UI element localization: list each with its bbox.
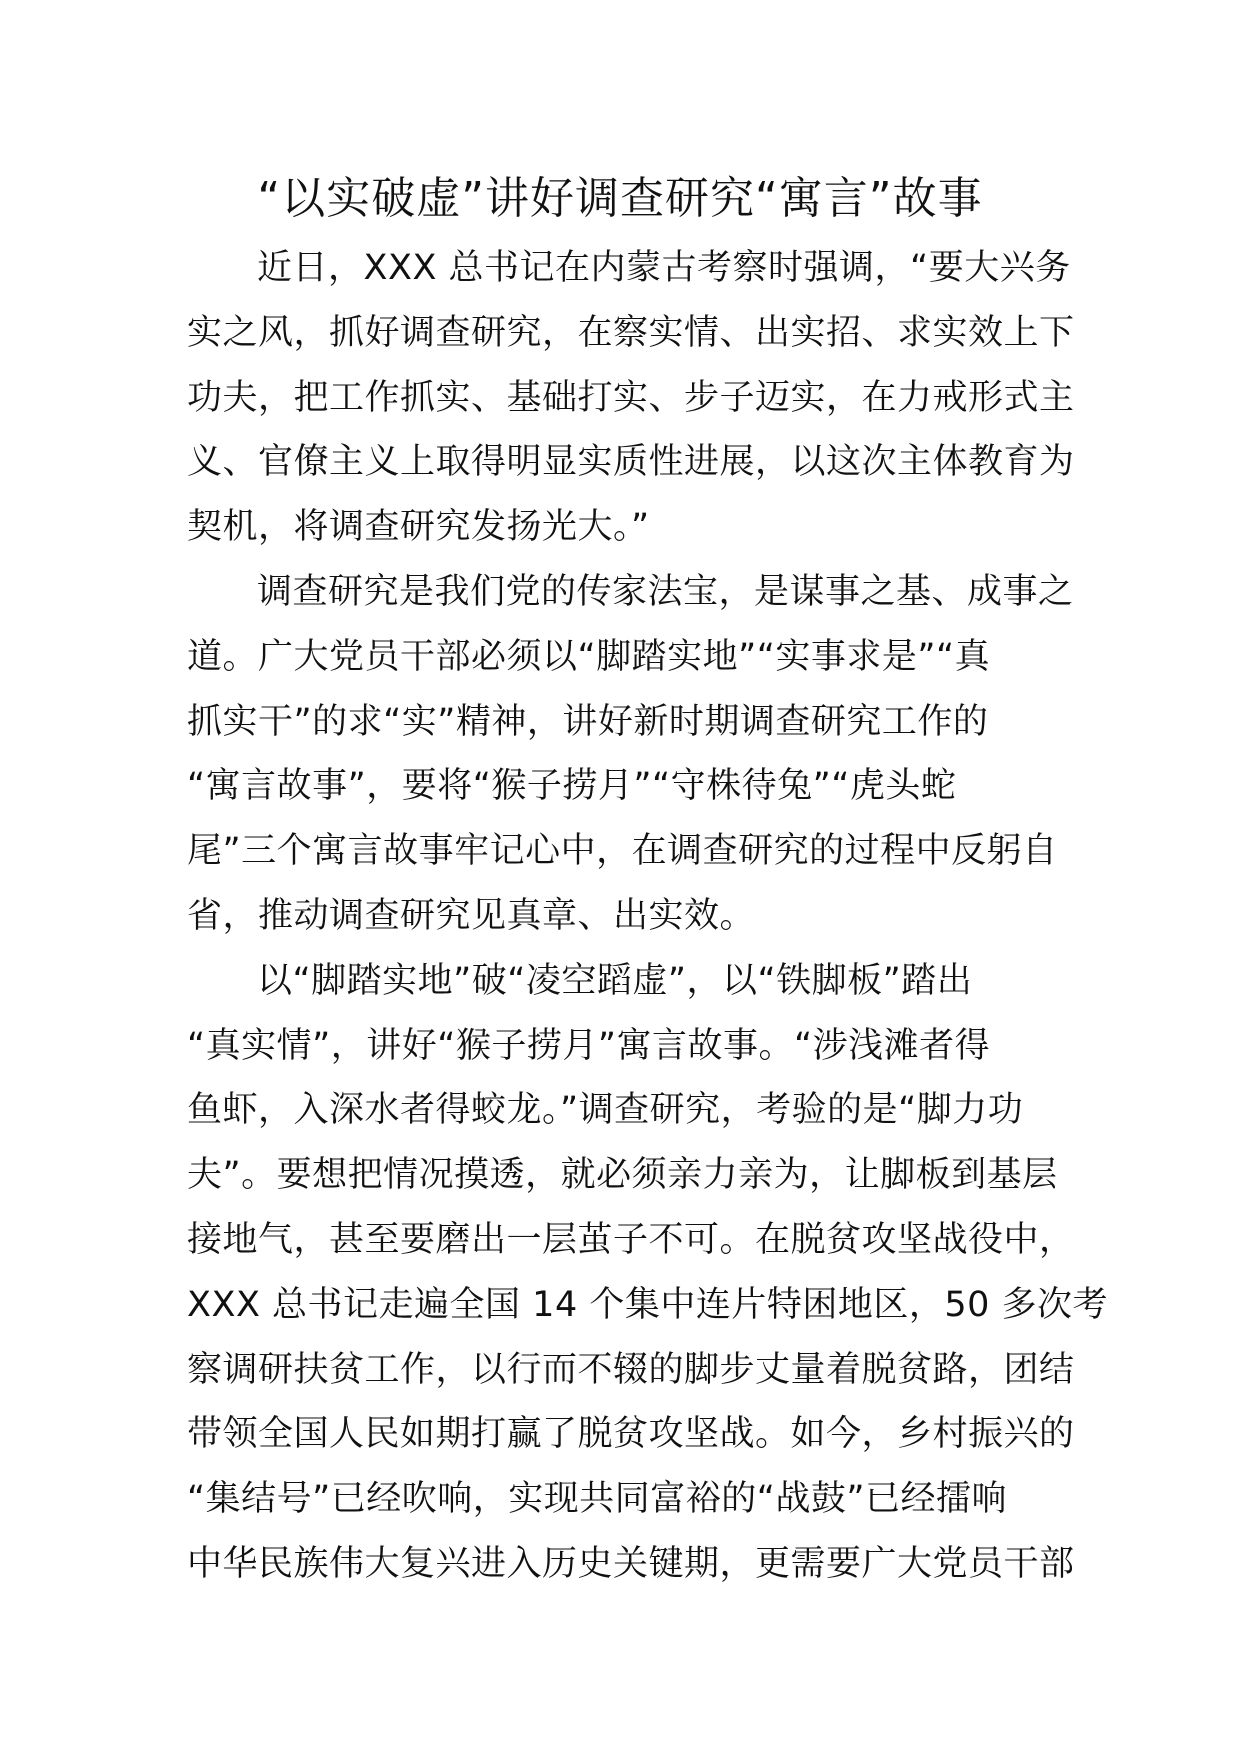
text-line: 夫”。要想把情况摸透，就必须亲力亲为，让脚板到基层 — [187, 1155, 1058, 1196]
document-body — [187, 236, 1109, 1597]
text-line: 带领全国人民如期打赢了脱贫攻坚战。如今，乡村振兴的 — [187, 1414, 1075, 1455]
text-line: 鱼虾，入深水者得蛟龙。”调查研究，考验的是“脚力功 — [187, 1090, 1024, 1131]
text-line: “集结号”已经吹响，实现共同富裕的“战鼓”已经擂响 — [187, 1479, 1008, 1520]
text-line: XXX 总书记走遍全国 14 个集中连片特困地区，50 多次考 — [187, 1284, 1109, 1325]
text-line: 义、官僚主义上取得明显实质性进展，以这次主体教育为 — [187, 442, 1075, 483]
text-line: 契机，将调查研究发扬光大。” — [187, 507, 650, 548]
text-line: 省，推动调查研究见真章、出实效。 — [187, 895, 756, 936]
text-line: “寓言故事”，要将“猴子捞月”“守株待兔”“虎头蛇 — [187, 766, 957, 807]
text-line-paragraph-3-start: 以“脚踏实地”破“凌空蹈虚”，以“铁脚板”踏出 — [257, 960, 973, 1001]
text-line: 尾”三个寓言故事牢记心中，在调查研究的过程中反躬自 — [187, 831, 1058, 872]
text-line: 道。广大党员干部必须以“脚踏实地”“实事求是”“真 — [187, 636, 991, 677]
text-line: 功夫，把工作抓实、基础打实、步子迈实，在力戒形式主 — [187, 377, 1075, 418]
document-title: “以实破虚”讲好调查研究“寓言”故事 — [257, 173, 983, 224]
text-line: 中华民族伟大复兴进入历史关键期，更需要广大党员干部 — [187, 1543, 1075, 1584]
text-line: 抓实干”的求“实”精神，讲好新时期调查研究工作的 — [187, 701, 989, 742]
text-line-paragraph-1-start: 近日，XXX 总书记在内蒙古考察时强调，“要大兴务 — [257, 248, 1071, 288]
text-line: 接地气，甚至要磨出一层茧子不可。在脱贫攻坚战役中， — [187, 1219, 1075, 1260]
text-line: “真实情”，讲好“猴子捞月”寓言故事。“涉浅滩者得 — [187, 1025, 991, 1066]
text-line: 实之风，抓好调查研究，在察实情、出实招、求实效上下 — [187, 312, 1075, 353]
text-line: 察调研扶贫工作，以行而不辍的脚步丈量着脱贫路，团结 — [187, 1349, 1075, 1390]
text-line-paragraph-2-start: 调查研究是我们党的传家法宝，是谋事之基、成事之 — [257, 571, 1074, 612]
